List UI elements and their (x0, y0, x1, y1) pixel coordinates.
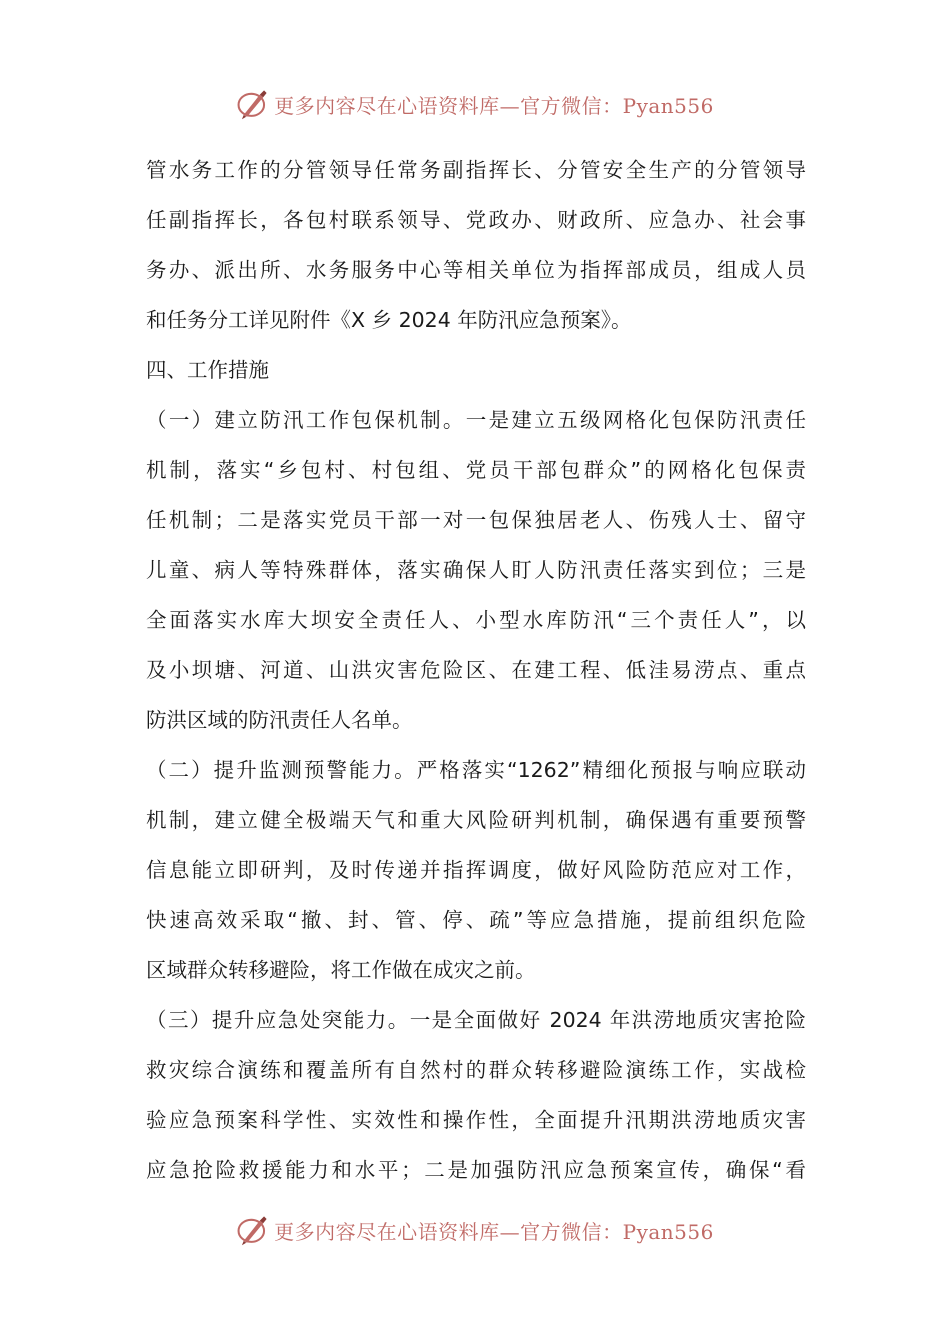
text-line: 管水务工作的分管领导任常务副指挥长、分管安全生产的分管领导 (146, 158, 806, 182)
text-line: （一）建立防汛工作包保机制。一是建立五级网格化包保防汛责任 (146, 408, 806, 432)
text-line: 验应急预案科学性、实效性和操作性，全面提升汛期洪涝地质灾害 (146, 1108, 806, 1132)
text-line: （三）提升应急处突能力。一是全面做好 2024 年洪涝地质灾害抢险 (146, 1008, 806, 1032)
text-line: 及小坝塘、河道、山洪灾害危险区、在建工程、低洼易涝点、重点 (146, 658, 806, 682)
pen-logo-icon (236, 1213, 270, 1247)
header-watermark (0, 84, 950, 124)
text-line: 应急抢险救援能力和水平；二是加强防汛应急预案宣传，确保“看 (146, 1158, 806, 1182)
watermark-text: 更多内容尽在心语资料库—官方微信：Pyan556 (274, 1219, 714, 1244)
text-line: 信息能立即研判，及时传递并指挥调度，做好风险防范应对工作， (146, 858, 806, 882)
text-line: （二）提升监测预警能力。严格落实“1262”精细化预报与响应联动 (146, 758, 806, 782)
text-line: 区域群众转移避险，将工作做在成灾之前。 (146, 958, 536, 982)
document-body (146, 145, 806, 1195)
text-line: 全面落实水库大坝安全责任人、小型水库防汛“三个责任人”，以 (146, 608, 806, 632)
footer-watermark (0, 1210, 950, 1250)
text-line: 救灾综合演练和覆盖所有自然村的群众转移避险演练工作，实战检 (146, 1058, 806, 1082)
pen-logo-icon (236, 87, 270, 121)
text-line: 机制，落实“乡包村、村包组、党员干部包群众”的网格化包保责 (146, 458, 806, 482)
text-line: 务办、派出所、水务服务中心等相关单位为指挥部成员，组成人员 (146, 258, 806, 282)
text-line: 快速高效采取“撤、封、管、停、疏”等应急措施，提前组织危险 (146, 908, 806, 932)
text-line: 和任务分工详见附件《X 乡 2024 年防汛应急预案》。 (146, 308, 632, 332)
text-line: 机制，建立健全极端天气和重大风险研判机制，确保遇有重要预警 (146, 808, 806, 832)
watermark-text: 更多内容尽在心语资料库—官方微信：Pyan556 (274, 93, 714, 118)
section-heading: 四、工作措施 (146, 358, 269, 382)
text-line: 儿童、病人等特殊群体，落实确保人盯人防汛责任落实到位；三是 (146, 558, 806, 582)
text-line: 任副指挥长，各包村联系领导、党政办、财政所、应急办、社会事 (146, 208, 806, 232)
text-line: 防洪区域的防汛责任人名单。 (146, 708, 413, 732)
text-line: 任机制；二是落实党员干部一对一包保独居老人、伤残人士、留守 (146, 508, 806, 532)
